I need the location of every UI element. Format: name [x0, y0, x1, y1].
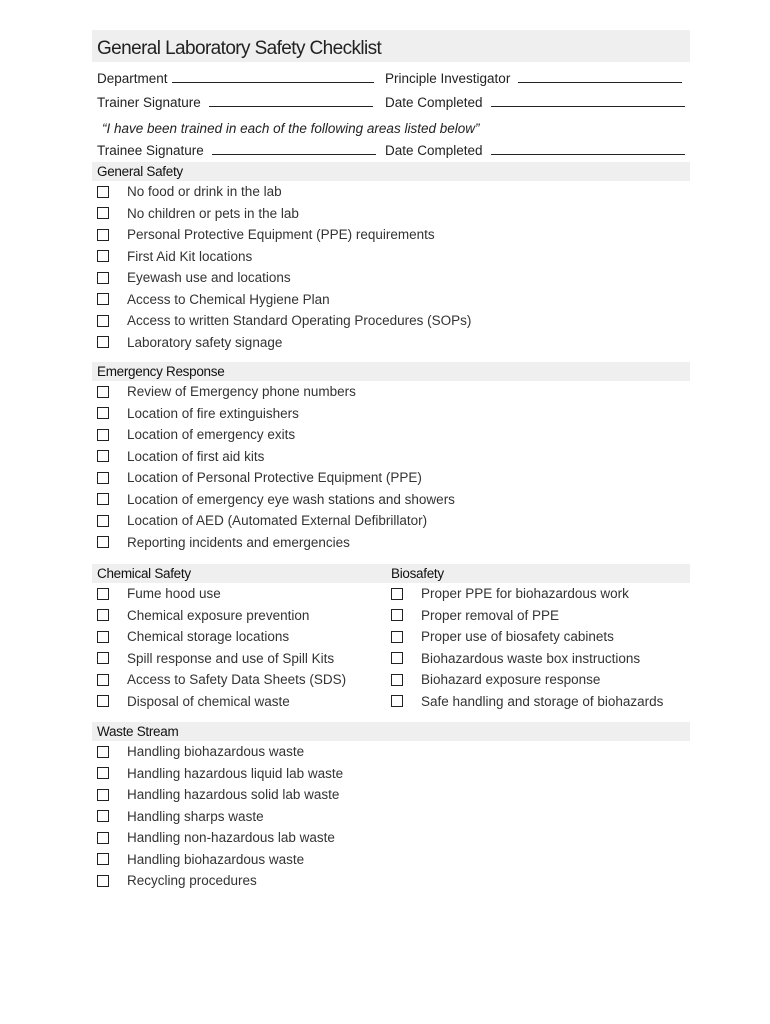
checklist-item[interactable]	[92, 289, 690, 311]
item-label: Reporting incidents and emergencies	[127, 534, 350, 550]
item-label: First Aid Kit locations	[127, 248, 253, 264]
checklist-item[interactable]	[92, 510, 690, 532]
item-label: Disposal of chemical waste	[127, 693, 290, 709]
checklist-item[interactable]	[92, 424, 690, 446]
trainer-signature-field[interactable]	[97, 95, 385, 110]
checklist-item[interactable]	[386, 583, 690, 605]
chemical-safety-column	[92, 564, 386, 712]
item-label: Location of first aid kits	[127, 448, 265, 464]
trainee-signature-line[interactable]	[212, 154, 376, 155]
trainee-signature-label: Trainee Signature	[97, 143, 204, 158]
principal-investigator-line[interactable]	[518, 82, 682, 83]
checkbox[interactable]	[97, 875, 109, 887]
checklist-item[interactable]	[92, 332, 690, 354]
field-row-department	[92, 62, 690, 86]
date-completed-label-1: Date Completed	[385, 95, 483, 110]
item-label: Access to Safety Data Sheets (SDS)	[127, 672, 347, 688]
waste-stream-list	[92, 741, 690, 892]
item-label: Fume hood use	[127, 586, 221, 602]
item-label: Location of fire extinguishers	[127, 405, 299, 421]
checklist-item[interactable]	[92, 669, 386, 691]
checklist-item[interactable]	[92, 224, 690, 246]
checklist-item[interactable]	[92, 763, 690, 785]
checklist-item[interactable]	[92, 648, 386, 670]
checkbox[interactable]	[97, 186, 109, 198]
checkbox[interactable]	[391, 695, 403, 707]
checkbox[interactable]	[97, 810, 109, 822]
title-bar	[92, 30, 690, 62]
checklist-item[interactable]	[92, 806, 690, 828]
checkbox[interactable]	[97, 631, 109, 643]
item-label: No food or drink in the lab	[127, 184, 282, 200]
checklist-item[interactable]	[92, 741, 690, 763]
item-label: Access to written Standard Operating Procedures (SOPs)	[127, 313, 472, 329]
checklist-item[interactable]	[92, 827, 690, 849]
checkbox[interactable]	[97, 293, 109, 305]
department-field[interactable]	[97, 71, 385, 86]
date-completed-line-1[interactable]	[491, 106, 685, 107]
item-label: Laboratory safety signage	[127, 334, 283, 350]
department-label: Department	[97, 71, 168, 86]
item-label: Chemical storage locations	[127, 629, 290, 645]
checkbox[interactable]	[97, 315, 109, 327]
general-safety-list	[92, 181, 690, 353]
checklist-item[interactable]	[92, 532, 690, 554]
item-label: Handling hazardous solid lab waste	[127, 787, 340, 803]
checklist-item[interactable]	[92, 691, 386, 713]
checklist-item[interactable]	[386, 691, 690, 713]
checklist-item[interactable]	[92, 467, 690, 489]
waste-stream-heading: Waste Stream	[92, 722, 690, 741]
checklist-item[interactable]	[92, 203, 690, 225]
checklist-item[interactable]	[92, 381, 690, 403]
chemical-safety-list	[92, 583, 386, 712]
checklist-item[interactable]	[92, 626, 386, 648]
checkbox[interactable]	[97, 536, 109, 548]
checkbox[interactable]	[97, 652, 109, 664]
checkbox[interactable]	[97, 767, 109, 779]
biosafety-heading: Biosafety	[386, 564, 690, 583]
checkbox[interactable]	[391, 674, 403, 686]
biosafety-list	[386, 583, 690, 712]
item-label: Spill response and use of Spill Kits	[127, 650, 335, 666]
trainee-signature-field[interactable]	[97, 143, 385, 158]
checklist-item[interactable]	[386, 626, 690, 648]
page-title: General Laboratory Safety Checklist	[97, 38, 382, 59]
checkbox[interactable]	[97, 746, 109, 758]
item-label: Handling sharps waste	[127, 808, 264, 824]
checkbox[interactable]	[97, 229, 109, 241]
item-label: Safe handling and storage of biohazards	[421, 693, 664, 709]
checkbox[interactable]	[97, 272, 109, 284]
item-label: Handling non-hazardous lab waste	[127, 830, 335, 846]
checklist-item[interactable]	[92, 489, 690, 511]
item-label: Biohazard exposure response	[421, 672, 601, 688]
checklist-item[interactable]	[92, 784, 690, 806]
checklist-item[interactable]	[386, 605, 690, 627]
checkbox[interactable]	[97, 588, 109, 600]
item-label: Proper removal of PPE	[421, 607, 560, 623]
checkbox[interactable]	[97, 609, 109, 621]
checkbox[interactable]	[97, 789, 109, 801]
chemical-biosafety-columns	[92, 564, 690, 712]
date-completed-field-1[interactable]	[385, 95, 685, 110]
checklist-item[interactable]	[92, 583, 386, 605]
checkbox[interactable]	[391, 631, 403, 643]
department-line[interactable]	[172, 82, 374, 83]
checklist-item[interactable]	[92, 849, 690, 871]
item-label: Personal Protective Equipment (PPE) requirements	[127, 227, 435, 243]
biosafety-column	[386, 564, 690, 712]
item-label: Recycling procedures	[127, 873, 257, 889]
checkbox[interactable]	[97, 386, 109, 398]
general-safety-heading: General Safety	[92, 162, 690, 181]
date-completed-line-2[interactable]	[491, 154, 685, 155]
checkbox[interactable]	[97, 250, 109, 262]
checkbox[interactable]	[97, 336, 109, 348]
field-row-trainee	[92, 136, 690, 158]
checklist-item[interactable]	[92, 181, 690, 203]
field-row-trainer	[92, 86, 690, 110]
item-label: No children or pets in the lab	[127, 205, 299, 221]
item-label: Handling biohazardous waste	[127, 851, 305, 867]
principal-investigator-field[interactable]	[385, 71, 682, 86]
trainer-signature-line[interactable]	[209, 106, 373, 107]
item-label: Biohazardous waste box instructions	[421, 650, 641, 666]
checkbox[interactable]	[97, 429, 109, 441]
training-statement: “I have been trained in each of the following areas listed below”	[102, 121, 480, 136]
principal-investigator-label: Principle Investigator	[385, 71, 511, 86]
item-label: Handling biohazardous waste	[127, 744, 305, 760]
item-label: Chemical exposure prevention	[127, 607, 310, 623]
checklist-item[interactable]	[92, 246, 690, 268]
checkbox[interactable]	[97, 493, 109, 505]
date-completed-field-2[interactable]	[385, 143, 685, 158]
checklist-item[interactable]	[92, 605, 386, 627]
checklist-item[interactable]	[92, 403, 690, 425]
item-label: Proper use of biosafety cabinets	[421, 629, 614, 645]
item-label: Location of AED (Automated External Defibrillator)	[127, 513, 428, 529]
checkbox[interactable]	[97, 407, 109, 419]
trainer-signature-label: Trainer Signature	[97, 95, 201, 110]
checkbox[interactable]	[97, 853, 109, 865]
item-label: Review of Emergency phone numbers	[127, 384, 356, 400]
checklist-item[interactable]	[386, 669, 690, 691]
item-label: Handling hazardous liquid lab waste	[127, 765, 344, 781]
checklist-item[interactable]	[386, 648, 690, 670]
checkbox[interactable]	[391, 609, 403, 621]
checkbox[interactable]	[97, 472, 109, 484]
item-label: Eyewash use and locations	[127, 270, 291, 286]
item-label: Location of emergency exits	[127, 427, 296, 443]
checkbox[interactable]	[97, 674, 109, 686]
item-label: Access to Chemical Hygiene Plan	[127, 291, 330, 307]
checklist-item[interactable]	[92, 267, 690, 289]
emergency-response-heading: Emergency Response	[92, 362, 690, 381]
item-label: Location of Personal Protective Equipment (PPE)	[127, 470, 422, 486]
checkbox[interactable]	[97, 207, 109, 219]
checkbox[interactable]	[391, 588, 403, 600]
chemical-safety-heading: Chemical Safety	[92, 564, 386, 583]
date-completed-label-2: Date Completed	[385, 143, 483, 158]
checkbox[interactable]	[97, 450, 109, 462]
item-label: Location of emergency eye wash stations and showers	[127, 491, 455, 507]
checklist-item[interactable]	[92, 870, 690, 892]
item-label: Proper PPE for biohazardous work	[421, 586, 629, 602]
checkbox[interactable]	[97, 832, 109, 844]
emergency-response-list	[92, 381, 690, 553]
checkbox[interactable]	[97, 515, 109, 527]
checkbox[interactable]	[391, 652, 403, 664]
checklist-item[interactable]	[92, 310, 690, 332]
checklist-item[interactable]	[92, 446, 690, 468]
checkbox[interactable]	[97, 695, 109, 707]
checklist-page	[92, 30, 690, 892]
